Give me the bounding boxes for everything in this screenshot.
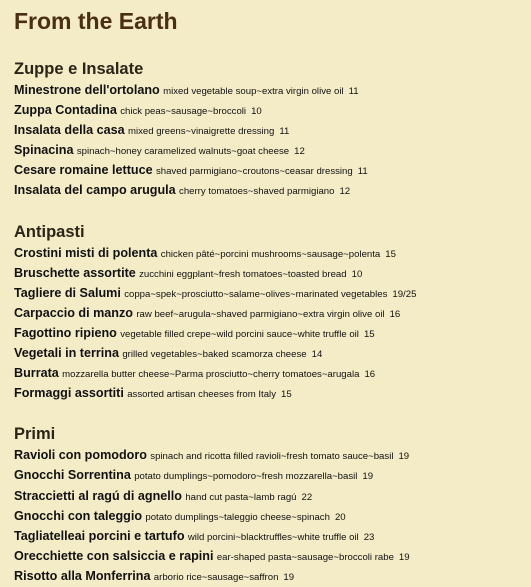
item-description: spinach and ricotta filled ravioli~fresh tomato sauce~basil	[150, 451, 394, 463]
item-description: grilled vegetables~baked scamorza cheese	[122, 349, 307, 361]
item-name: Tagliere di Salumi	[14, 285, 121, 300]
menu-item	[14, 527, 531, 547]
menu-item	[14, 181, 531, 201]
item-description: chick peas~sausage~broccoli	[120, 106, 247, 118]
item-price: 14	[311, 349, 323, 361]
item-description: mixed greens~vinaigrette dressing	[127, 126, 275, 138]
section-title: Antipasti	[14, 222, 85, 241]
item-description: spinach~honey caramelized walnuts~goat cheese	[76, 146, 290, 158]
menu-item	[14, 547, 531, 567]
item-name: Burrata	[14, 366, 59, 381]
item-price: 15	[363, 328, 375, 340]
menu-item	[14, 244, 531, 264]
item-description: mixed vegetable soup~extra virgin olive oil	[163, 86, 344, 97]
item-description: zucchini eggplant~fresh tomatoes~toasted bread	[139, 268, 347, 280]
item-description: assorted artisan cheeses from Italy	[127, 389, 276, 401]
item-price: 19	[283, 571, 295, 583]
menu-item	[14, 81, 531, 101]
menu-item	[14, 284, 531, 304]
item-name: Fagottino ripieno	[14, 325, 117, 340]
item-name: Insalata del campo arugula	[14, 183, 176, 198]
menu-item	[14, 264, 531, 284]
item-name: Minestrone dell'ortolano	[14, 83, 160, 97]
item-price: 10	[251, 106, 262, 118]
item-price: 12	[339, 186, 351, 198]
item-name: Spinacina	[14, 143, 74, 158]
item-price: 15	[385, 248, 396, 260]
item-name: Ravioli con pomodoro	[14, 448, 147, 463]
item-name: Insalata della casa	[14, 123, 125, 138]
menu-title: From the Earth	[14, 8, 178, 34]
section-zuppe-e-insalate	[14, 58, 531, 202]
menu-item-list	[14, 81, 531, 202]
item-price: 19	[398, 451, 410, 463]
item-name: Crostini misti di polenta	[14, 245, 158, 260]
menu-item	[14, 161, 531, 181]
section-title: Zuppe e Insalate	[14, 60, 144, 78]
item-description: ear-shaped pasta~sausage~broccoli rabe	[216, 551, 394, 563]
item-description: raw beef~arugula~shaved parmigiano~extra virgin olive oil	[136, 308, 385, 320]
item-name: Bruschette assortite	[14, 265, 136, 280]
item-description: hand cut pasta~lamb ragú	[185, 491, 297, 503]
item-price: 16	[389, 308, 401, 320]
item-description: wild porcini~blacktruffles~white truffle oil	[187, 531, 359, 543]
item-name: Gnocchi con taleggio	[14, 508, 143, 523]
item-name: Zuppa Contadina	[14, 103, 117, 118]
item-price: 19/25	[392, 288, 417, 300]
item-price: 11	[357, 166, 368, 178]
item-price: 11	[279, 126, 290, 138]
item-description: coppa~spek~prosciutto~salame~olives~marinated vegetables	[124, 288, 388, 300]
item-description: potato dumplings~taleggio cheese~spinach	[145, 511, 330, 523]
item-description: mozzarella butter cheese~Parma prosciutto~cherry tomatoes~arugala	[62, 369, 360, 381]
menu-item	[14, 344, 531, 364]
item-name: Orecchiette con salsiccia e rapini	[14, 548, 214, 563]
menu-item	[14, 324, 531, 344]
item-name: Formaggi assortiti	[14, 386, 124, 401]
item-description: arborio rice~sausage~saffron	[153, 571, 279, 583]
item-description: shaved parmigiano~croutons~ceasar dressing	[155, 166, 353, 178]
item-price: 16	[364, 369, 376, 381]
menu-item	[14, 446, 531, 466]
section-antipasti	[14, 221, 531, 405]
menu-item	[14, 384, 531, 404]
menu-item	[14, 364, 531, 384]
item-price: 20	[334, 511, 346, 523]
item-name: Gnocchi Sorrentina	[14, 468, 131, 483]
item-name: Carpaccio di manzo	[14, 305, 133, 320]
item-price: 12	[294, 146, 305, 158]
menu-item	[14, 304, 531, 324]
item-price: 15	[281, 389, 292, 401]
menu-item	[14, 141, 531, 161]
menu-item	[14, 487, 531, 507]
item-name: Straccietti al ragú di agnello	[14, 488, 182, 503]
item-description: vegetable filled crepe~wild porcini sauce~white truffle oil	[120, 328, 359, 340]
item-price: 19	[362, 471, 374, 483]
item-price: 10	[351, 268, 363, 280]
menu-item	[14, 567, 531, 587]
item-price: 23	[363, 531, 375, 543]
menu-item	[14, 101, 531, 121]
item-description: chicken pâté~porcini mushrooms~sausage~polenta	[160, 248, 381, 260]
item-name: Risotto alla Monferrina	[14, 568, 151, 583]
menu-item	[14, 121, 531, 141]
item-name: Vegetali in terrina	[14, 346, 119, 361]
menu-item	[14, 507, 531, 527]
item-name: Tagliatelleai porcini e tartufo	[14, 528, 185, 543]
item-name: Cesare romaine lettuce	[14, 163, 153, 178]
item-price: 19	[398, 551, 410, 563]
section-primi	[14, 423, 531, 587]
menu-item	[14, 466, 531, 486]
section-title: Primi	[14, 425, 56, 444]
menu-item-list	[14, 244, 531, 405]
item-price: 22	[301, 491, 313, 503]
menu-item-list	[14, 446, 531, 587]
item-description: potato dumplings~pomodoro~fresh mozzarella~basil	[134, 471, 358, 483]
item-description: cherry tomatoes~shaved parmigiano	[179, 186, 335, 198]
item-price: 11	[348, 86, 359, 97]
